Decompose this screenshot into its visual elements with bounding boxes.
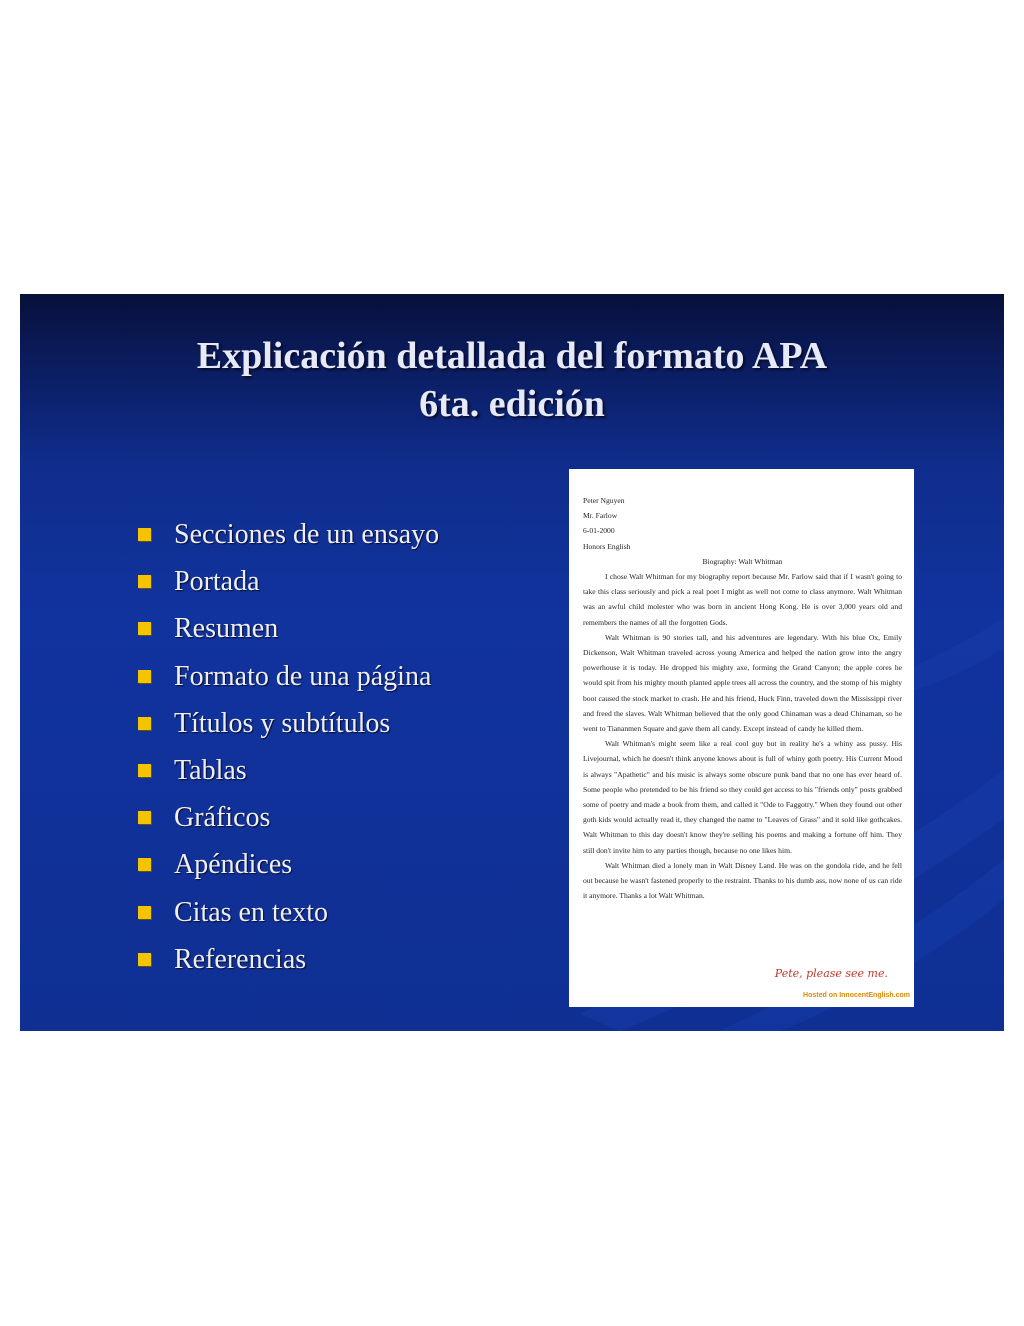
bullet-text: Resumen bbox=[174, 613, 279, 645]
bullet-item bbox=[138, 511, 439, 558]
bullet-item bbox=[138, 794, 439, 841]
bullet-item bbox=[138, 889, 439, 936]
square-bullet-icon bbox=[138, 764, 151, 777]
bullet-text: Referencias bbox=[174, 943, 307, 975]
essay-paragraph: Walt Whitman is 90 stories tall, and his adventures are legendary. With his blue Ox, Emily Dickenson, Walt Whitman traveled across young America and helped the nation grow into the angry powerhouse it is today. He dropped his mighty axe, forming the Grand Canyon; the apple cores he would spit from his mighty mouth planted apple trees all across the country, and the stomp of his mighty boot caused the stock market to crash. He and his friend, Huck Finn, traveled down the Mississippi river and freed the slaves. Walt Whitman believed that the only good Chinaman was a dead Chinaman, so he went to Tiananmen Square and gave them all candy. Except instead of candy he killed them. bbox=[583, 632, 902, 734]
essay-paragraph: Walt Whitman died a lonely man in Walt Disney Land. He was on the gondola ride, and he fell out because he wasn't fastened properly to the restraint. Thanks to his dumb ass, now none of us can ride it anymore. Thanks a lot Walt Whitman. bbox=[583, 860, 902, 901]
bullet-item bbox=[138, 936, 439, 983]
essay-header-teacher: Mr. Farlow bbox=[583, 511, 618, 521]
bullet-item bbox=[138, 605, 439, 652]
essay-header-class: Honors English bbox=[583, 541, 631, 551]
square-bullet-icon bbox=[138, 858, 151, 871]
bullet-text: Gráficos bbox=[174, 802, 271, 834]
slide-title-line2: 6ta. edición bbox=[419, 383, 605, 425]
square-bullet-icon bbox=[138, 717, 151, 730]
square-bullet-icon bbox=[138, 528, 151, 541]
bullet-item bbox=[138, 841, 439, 888]
square-bullet-icon bbox=[138, 670, 151, 683]
essay-paragraph: I chose Walt Whitman for my biography report because Mr. Farlow said that if I wasn't going to take this class seriously and pick a real poet I might as well not come to class anymore. Walt Whitman was an awful child molester who was born in ancient Hong Kong. He is over 3,000 years old and remembers the names of all the forgotten Gods. bbox=[583, 572, 902, 627]
essay-credit: Hosted on InnocentEnglish.com bbox=[803, 991, 910, 999]
bullet-text: Citas en texto bbox=[174, 896, 328, 928]
square-bullet-icon bbox=[138, 906, 151, 919]
essay-sample-image bbox=[569, 469, 914, 1007]
square-bullet-icon bbox=[138, 575, 151, 588]
bullet-text: Apéndices bbox=[174, 849, 293, 881]
square-bullet-icon bbox=[138, 622, 151, 635]
bullet-text: Secciones de un ensayo bbox=[174, 519, 440, 550]
essay-paragraph: Walt Whitman's might seem like a real cool guy but in reality he's a whiny ass pussy. His Livejournal, which he doesn't think anyone knows about is full of whiny goth poetry. His Current Mood is always "Apathetic" and his music is always some obscure punk band that no one has ever heard of. Some people who pretended to be his friend so they could get access to his "friends only" posts grabbed some of poetry and made a book from them, and called it "Ode to Faggotry." When they found out other goth kids would actually read it, they changed the name to "Leaves of Grass" and it sold like gothcakes. Walt Whitman to this day doesn't know they're selling his poems and making a fortune off him. They still don't invite him to any parties though, because no one likes him. bbox=[583, 739, 902, 855]
slide bbox=[20, 294, 1004, 1031]
square-bullet-icon bbox=[138, 953, 151, 966]
bullet-text: Portada bbox=[174, 566, 260, 598]
essay-title: Biography: Walt Whitman bbox=[702, 556, 783, 566]
bullet-item bbox=[138, 558, 439, 605]
bullet-item bbox=[138, 653, 439, 700]
bullet-text: Formato de una página bbox=[174, 660, 432, 692]
bullet-item bbox=[138, 700, 439, 747]
handwritten-note: Pete, please see me. bbox=[774, 966, 888, 980]
essay-header-name: Peter Nguyen bbox=[583, 496, 625, 505]
bullet-text: Títulos y subtítulos bbox=[174, 707, 391, 739]
bullet-list bbox=[138, 511, 439, 983]
slide-title-line1: Explicación detallada del formato APA bbox=[196, 335, 828, 377]
bullet-item bbox=[138, 747, 439, 794]
essay-header-date: 6-01-2000 bbox=[583, 526, 615, 536]
square-bullet-icon bbox=[138, 811, 151, 824]
bullet-text: Tablas bbox=[174, 754, 247, 786]
slide-title bbox=[20, 332, 1004, 428]
